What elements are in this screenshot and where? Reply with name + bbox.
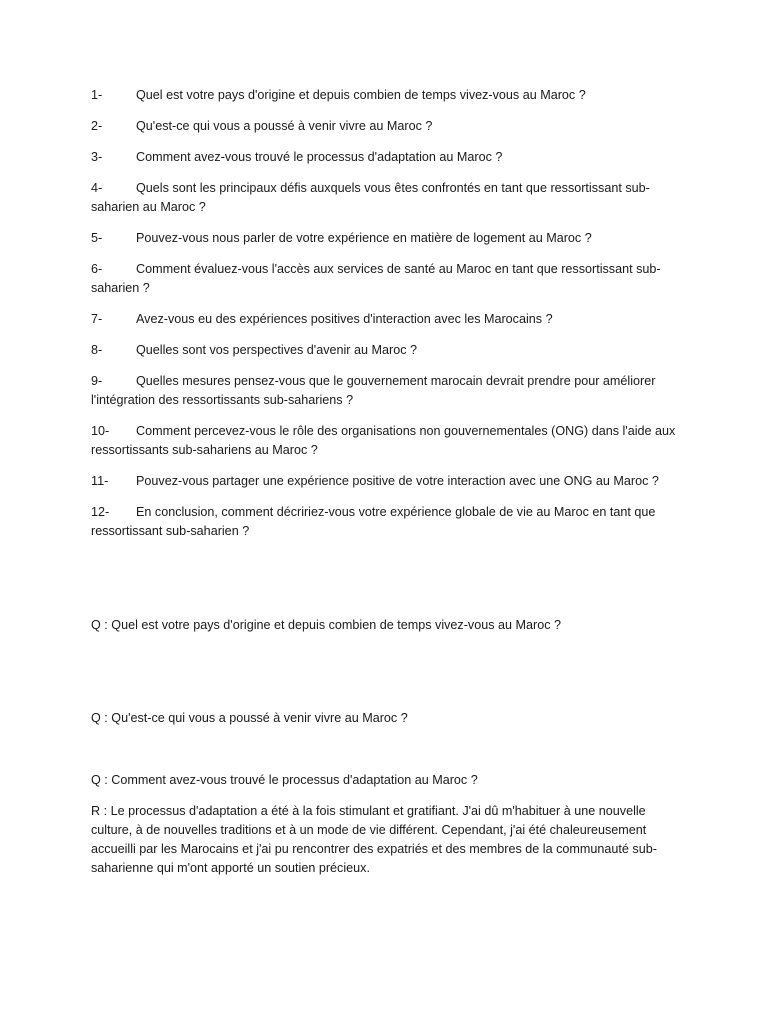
question-text: Comment avez-vous trouvé le processus d'adaptation au Maroc ? <box>136 150 503 164</box>
question-number: 11- <box>91 474 109 488</box>
question-text: Pouvez-vous nous parler de votre expérience en matière de logement au Maroc ? <box>136 231 592 245</box>
question-item <box>91 229 681 248</box>
question-text: Quel est votre pays d'origine et depuis combien de temps vivez-vous au Maroc ? <box>136 88 586 102</box>
question-item <box>91 341 681 360</box>
spacer <box>91 728 681 771</box>
interview-question: Q : Qu'est-ce qui vous a poussé à venir vivre au Maroc ? <box>91 711 408 725</box>
question-text: Quels sont les principaux défis auxquels vous êtes confrontés en tant que ressortissant sub-saharien au Maroc ? <box>91 181 650 214</box>
question-number: 10- <box>91 424 110 438</box>
question-text: Quelles sont vos perspectives d'avenir au Maroc ? <box>136 343 418 357</box>
question-number: 3- <box>91 150 103 164</box>
question-item <box>91 503 681 541</box>
interview-question: Q : Quel est votre pays d'origine et depuis combien de temps vivez-vous au Maroc ? <box>91 618 562 632</box>
question-item <box>91 310 681 329</box>
spacer <box>91 635 681 709</box>
question-number: 5- <box>91 231 103 245</box>
question-text: Comment évaluez-vous l'accès aux services de santé au Maroc en tant que ressortissant sub-saharien ? <box>91 262 661 295</box>
interview-response: R : Le processus d'adaptation a été à la fois stimulant et gratifiant. J'ai dû m'habituer à une nouvelle culture, à de nouvelles traditions et à un mode de vie différent. Cependant, j'ai été chaleureusement accueilli par les Marocains et j'ai pu rencontrer des expatriés et des membres de la communauté sub-saharienne qui m'ont apporté un soutien précieux. <box>91 804 657 875</box>
interview-question: Q : Comment avez-vous trouvé le processus d'adaptation au Maroc ? <box>91 773 478 787</box>
question-number: 4- <box>91 181 103 195</box>
question-item <box>91 86 681 105</box>
question-item <box>91 179 681 217</box>
question-text: Avez-vous eu des expériences positives d'interaction avec les Marocains ? <box>136 312 553 326</box>
question-text: En conclusion, comment décririez-vous votre expérience globale de vie au Maroc en tant que ressortissant sub-saharien ? <box>91 505 656 538</box>
question-text: Qu'est-ce qui vous a poussé à venir vivre au Maroc ? <box>136 119 433 133</box>
document-body <box>91 86 681 878</box>
spacer <box>91 553 681 616</box>
question-item <box>91 472 681 491</box>
question-text: Quelles mesures pensez-vous que le gouvernement marocain devrait prendre pour améliorer l'intégration des ressortissants sub-sahariens ? <box>91 374 656 407</box>
question-item <box>91 422 681 460</box>
question-item <box>91 260 681 298</box>
question-text: Pouvez-vous partager une expérience positive de votre interaction avec une ONG au Maroc ? <box>136 474 659 488</box>
question-number: 2- <box>91 119 103 133</box>
question-item <box>91 117 681 136</box>
question-number: 1- <box>91 88 103 102</box>
question-item <box>91 372 681 410</box>
question-number: 8- <box>91 343 103 357</box>
question-item <box>91 148 681 167</box>
question-number: 12- <box>91 505 110 519</box>
question-number: 6- <box>91 262 103 276</box>
question-number: 9- <box>91 374 103 388</box>
question-text: Comment percevez-vous le rôle des organisations non gouvernementales (ONG) dans l'aide aux ressortissants sub-sahariens au Maroc ? <box>91 424 676 457</box>
question-number: 7- <box>91 312 103 326</box>
